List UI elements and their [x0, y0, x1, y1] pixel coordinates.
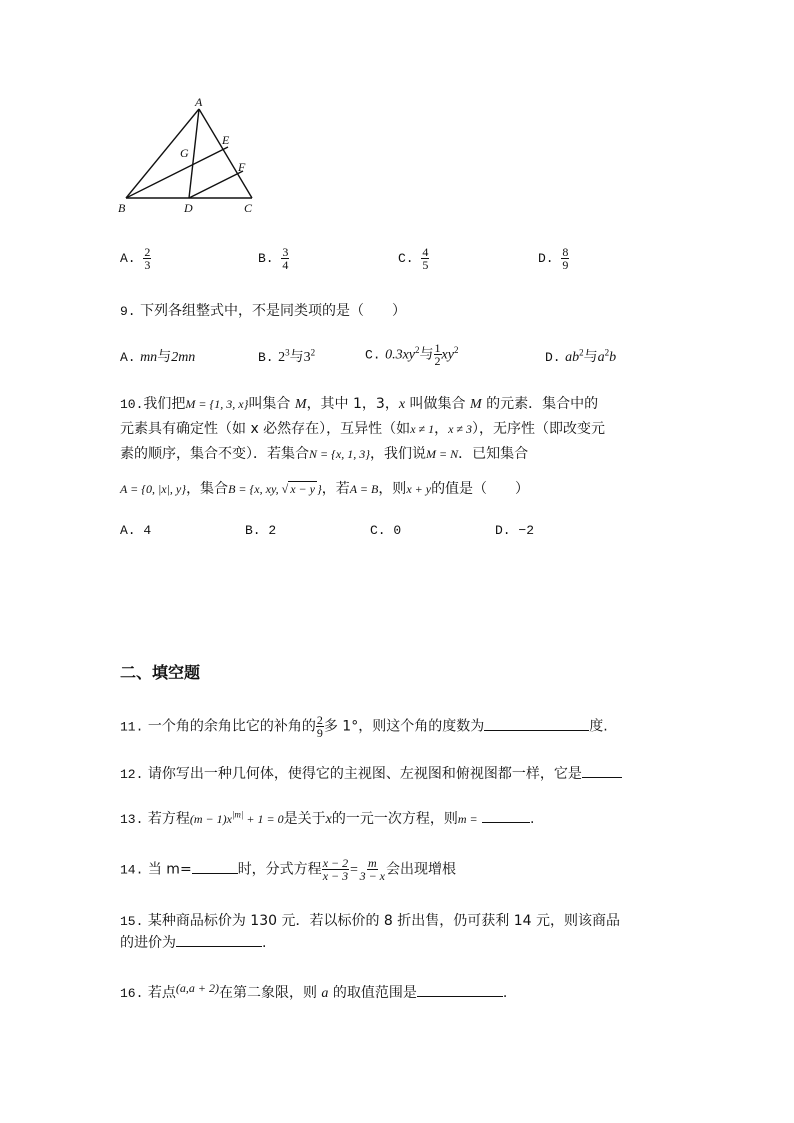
q8-option-d: D. $\frac{8}{9}$	[538, 245, 569, 272]
q16: 16. 若点(a,a + 2)在第二象限，则 a 的取值范围是 .	[120, 981, 508, 1001]
q10-option-d: D. −2	[495, 523, 535, 538]
q15-line-1: 15. 某种商品标价为 130 元．若以标价的 8 折出售，仍可获利 14 元，则该商品	[120, 913, 621, 929]
fraction: $\frac{2}{3}$	[144, 245, 151, 272]
q12: 12. 请你写出一种几何体，使得它的主视图、左视图和俯视图都一样，它是	[120, 763, 622, 783]
triangle-figure	[110, 95, 270, 220]
answer-blank	[417, 984, 503, 997]
answer-blank	[482, 810, 530, 823]
label-B: B	[118, 201, 126, 215]
fraction: $\frac{3}{4}$	[282, 245, 289, 272]
q10-line-2: 元素具有确定性（如 x 必然存在），互异性（如x ≠ 1，x ≠ 3），无序性（即改变元	[120, 421, 606, 437]
q11: 11. 一个角的余角比它的补角的 $\frac{2}{9}$ 多 1°，则这个角的度数为 度.	[120, 713, 608, 740]
q10-option-b: B. 2	[245, 523, 277, 538]
q10-line-3: 素的顺序，集合不变）．若集合N = {x, 1, 3}，我们说M = N．已知集合	[120, 446, 529, 462]
answer-blank	[582, 765, 622, 778]
label-D: D	[184, 201, 193, 215]
q15-line-2: 的进价为 .	[120, 935, 267, 951]
q10-line-1: 10.我们把M = {1, 3, x}叫集合 M，其中 1，3，x 叫做集合 M 的元素．集合中的	[120, 396, 599, 412]
label-C: C	[244, 201, 253, 215]
fraction: $\frac{8}{9}$	[562, 245, 569, 272]
q13: 13. 若方程$(m - 1)x^{|m|} + 1 = 0$是关于x的一元一次方程，则m = .	[120, 809, 535, 827]
q14: 14. 当 m= 时，分式方程 $\frac{x - 2}{x - 3}$ = $\frac{m}{3 - x}$ 会出现增根	[120, 856, 457, 883]
q9-option-c: C. $0.3xy^2$与 $\frac{1}{2}$ $xy^2$	[365, 341, 459, 368]
q10-option-c: C. 0	[370, 523, 402, 538]
label-E: E	[222, 133, 230, 147]
q10-option-a: A. 4	[120, 523, 152, 538]
label-A: A	[195, 95, 203, 109]
q8-option-b: B. $\frac{3}{4}$	[258, 245, 289, 272]
section-title: 二、填空题	[120, 663, 201, 682]
fraction: $\frac{4}{5}$	[422, 245, 429, 272]
answer-blank	[484, 718, 589, 731]
q9-option-b: B. $2^3$与$3^2$	[258, 347, 316, 365]
answer-blank	[192, 861, 238, 874]
label-F: F	[238, 160, 246, 174]
q9-option-d: D. $ab^2$与$a^2b$	[545, 347, 617, 365]
q8-option-a: A. $\frac{2}{3}$	[120, 245, 151, 272]
q8-option-c: C. $\frac{4}{5}$	[398, 245, 429, 272]
q9-stem: 9. 下列各组整式中，不是同类项的是（ ）	[120, 303, 407, 319]
q10-line-4: A = {0, |x|, y}，集合B = {x, xy, √ x − y }，若A = B，则x + y的值是（ ）	[120, 481, 530, 497]
q9-option-a: A. mn与2mn	[120, 349, 196, 365]
answer-blank	[176, 934, 262, 947]
label-G: G	[180, 146, 189, 160]
